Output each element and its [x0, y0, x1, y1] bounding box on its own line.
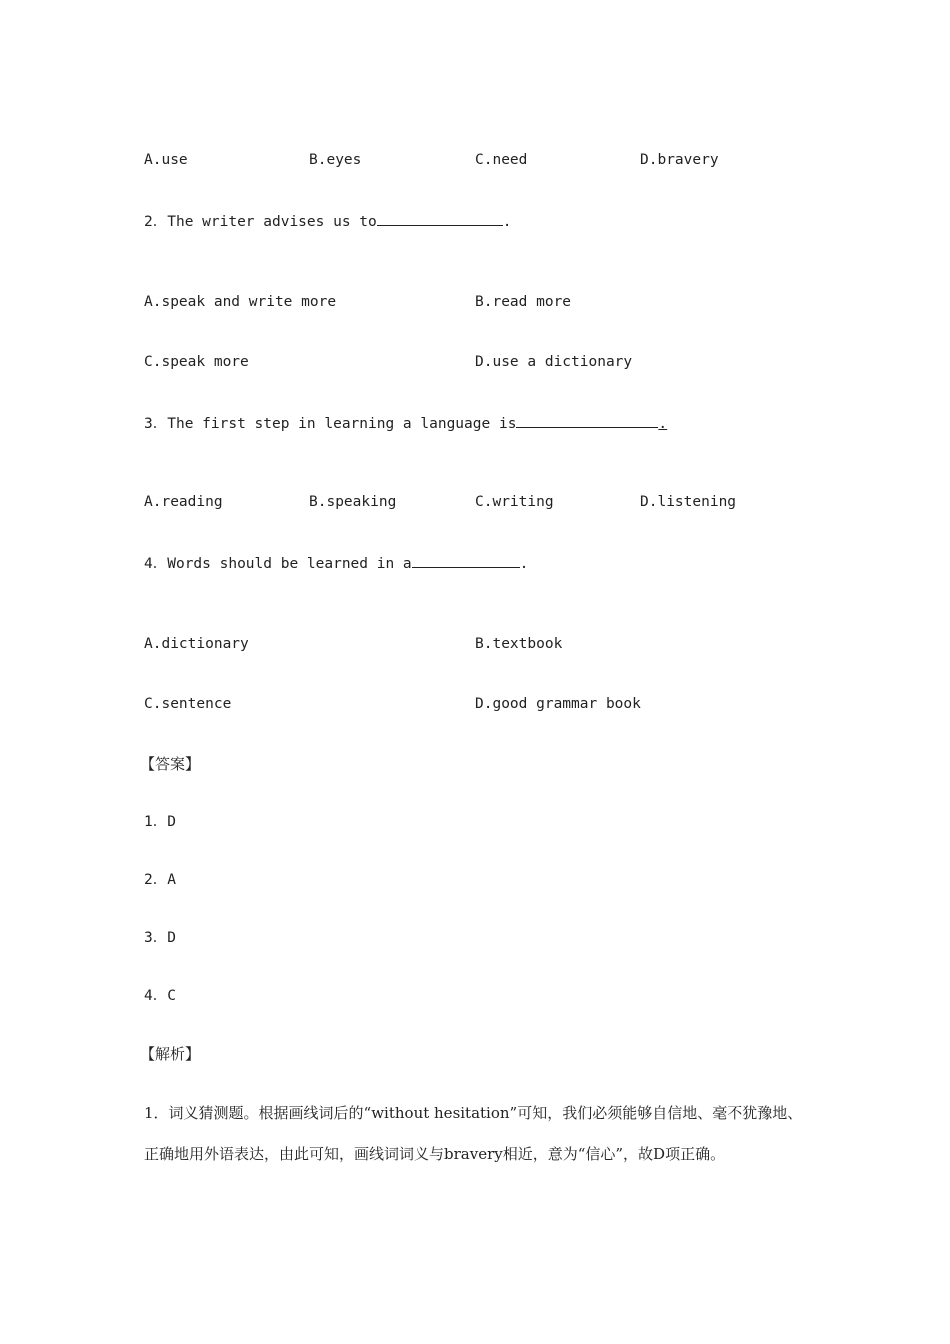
q2-options-row-1	[144, 292, 844, 312]
q1-options-row	[144, 150, 844, 170]
answer-2: 2．A	[144, 872, 176, 888]
q3-stem	[144, 412, 667, 434]
q4-stem-text: 4．Words should be learned in a	[144, 556, 412, 572]
q4-options-row-2	[144, 694, 844, 714]
q3-blank	[516, 412, 658, 428]
q2-stem-text: 2．The writer advises us to	[144, 214, 377, 230]
answer-1: 1．D	[144, 814, 176, 830]
q2-option-d: D.use a dictionary	[475, 354, 633, 370]
q2-blank	[377, 210, 503, 226]
q4-option-c: C.sentence	[144, 696, 232, 712]
answer-heading: 【答案】	[140, 755, 201, 773]
q1-option-d: D.bravery	[640, 152, 719, 168]
q1-option-c: C.need	[475, 152, 528, 168]
q2-option-a: A.speak and write more	[144, 294, 337, 310]
q4-blank	[412, 552, 520, 568]
analysis-heading: 【解析】	[140, 1045, 201, 1063]
q2-options-row-2	[144, 352, 844, 372]
q2-stem	[144, 210, 511, 232]
q3-option-c: C.writing	[475, 494, 554, 510]
q4-option-b: B.textbook	[475, 636, 563, 652]
analysis-paragraph-1: 1．词义猜测题。根据画线词后的“without hesitation”可知，我们必须能够自信地、毫不犹豫地、正确地用外语表达，由此可知，画线词词义与bravery相近，意为“信心”，故D项正确。	[144, 1104, 803, 1163]
q1-option-a: A.use	[144, 152, 188, 168]
q4-stem	[144, 552, 528, 574]
q3-options-row	[144, 492, 844, 512]
q4-stem-end: .	[519, 556, 529, 572]
q3-option-a: A.reading	[144, 494, 223, 510]
q3-option-b: B.speaking	[309, 494, 397, 510]
answer-4: 4．C	[144, 988, 176, 1004]
q4-option-d: D.good grammar book	[475, 696, 641, 712]
q1-option-b: B.eyes	[309, 152, 362, 168]
answer-3: 3．D	[144, 930, 176, 946]
q2-option-b: B.read more	[475, 294, 572, 310]
q4-options-row-1	[144, 634, 844, 654]
q3-stem-text: 3．The first step in learning a language is	[144, 416, 517, 432]
q4-option-a: A.dictionary	[144, 636, 249, 652]
q2-stem-end: .	[502, 214, 512, 230]
q2-option-c: C.speak more	[144, 354, 249, 370]
q3-stem-end: .	[658, 416, 668, 432]
q3-option-d: D.listening	[640, 494, 737, 510]
